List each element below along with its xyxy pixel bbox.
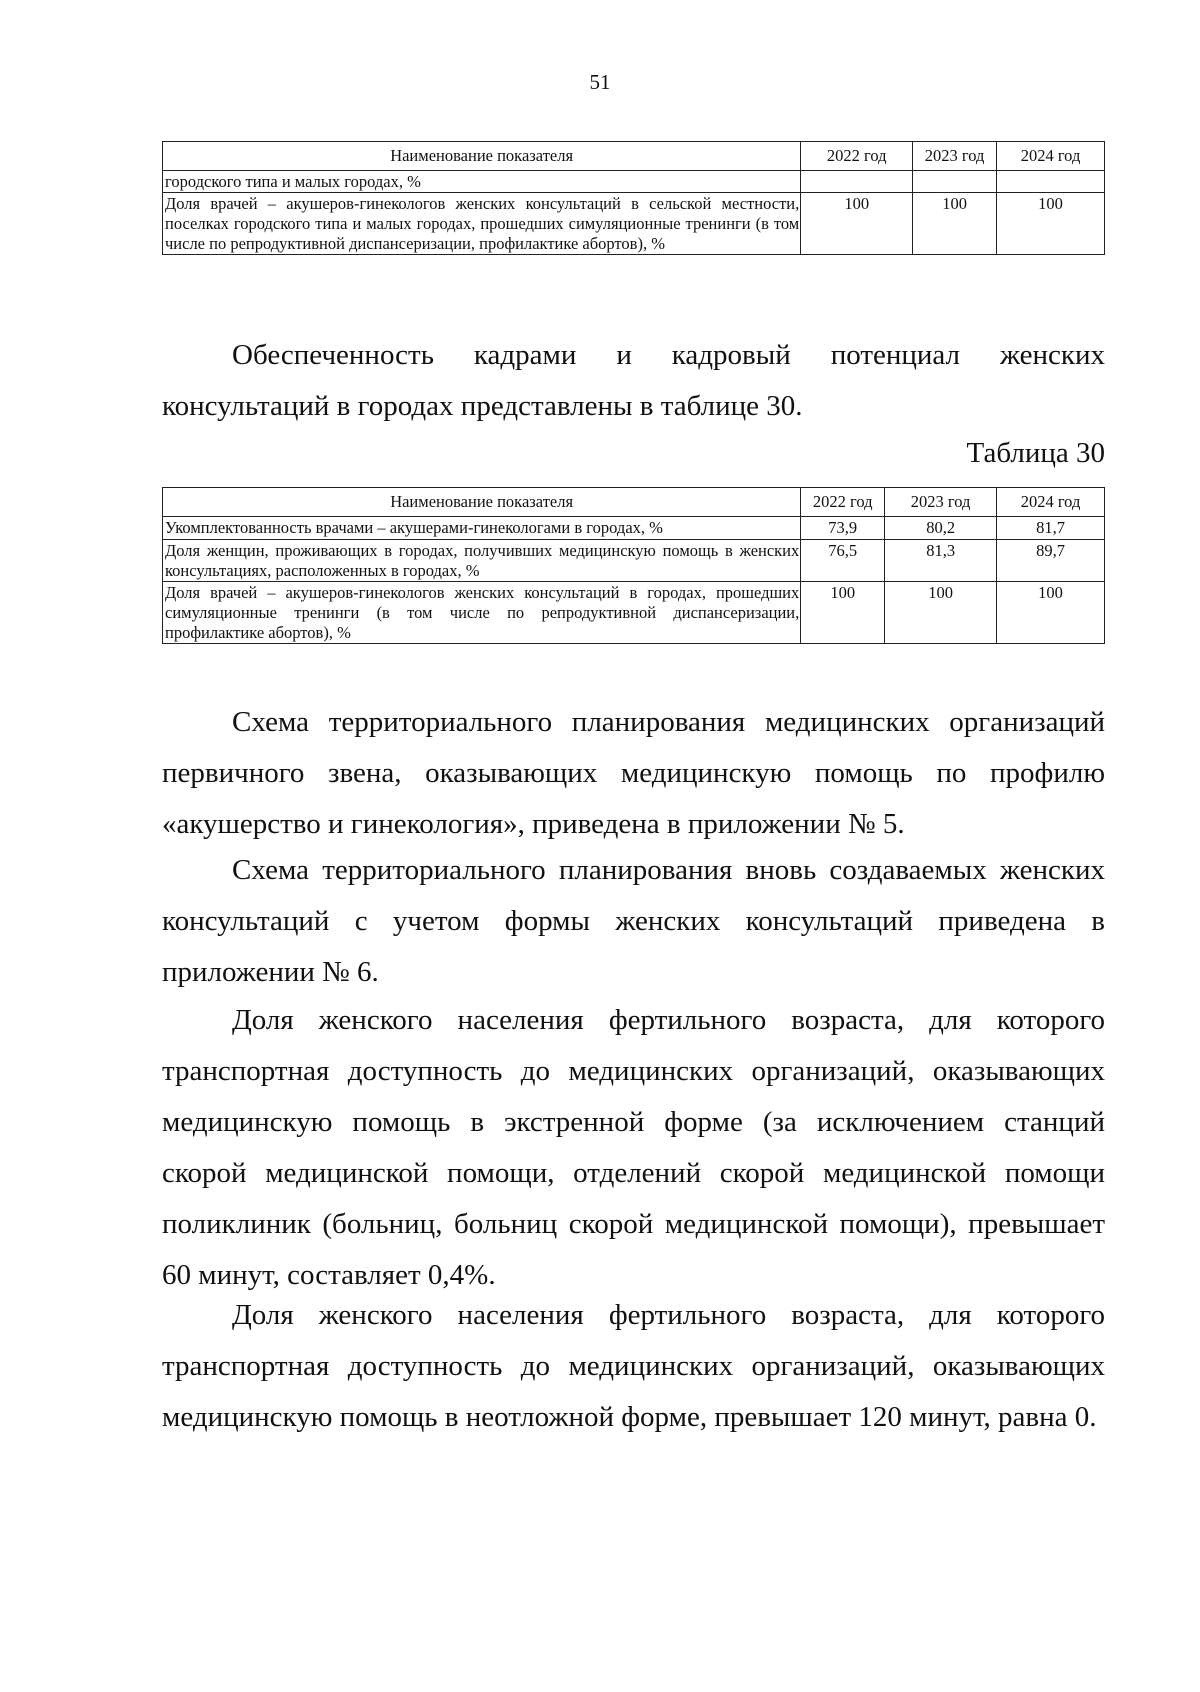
table-row bbox=[163, 540, 1105, 582]
value-2023: 80,2 bbox=[885, 517, 997, 540]
table-row bbox=[163, 517, 1105, 540]
column-header-2022: 2022 год bbox=[801, 488, 885, 517]
row-name: Доля врачей – акушеров-гинекологов женских консультаций в сельской местности, поселках городского типа и малых городах, прошедших симуляционные тренинги (в том числе по репродуктивной диспансеризации, профилактике абортов), % bbox=[163, 193, 801, 255]
paragraph-primary-care-scheme: Схема территориального планирования медицинских организаций первичного звена, оказывающих медицинскую помощь по профилю «акушерство и гинекология», приведена в приложении № 5. bbox=[162, 706, 1105, 840]
column-header-name: Наименование показателя bbox=[163, 142, 801, 171]
column-header-2022: 2022 год bbox=[801, 142, 913, 171]
value-2024: 100 bbox=[997, 582, 1105, 644]
page-number: 51 bbox=[589, 70, 611, 94]
column-header-2024: 2024 год bbox=[997, 488, 1105, 517]
value-2022: 73,9 bbox=[801, 517, 885, 540]
value-2023: 100 bbox=[913, 193, 997, 255]
value-2023 bbox=[913, 171, 997, 193]
table-header-row bbox=[163, 142, 1105, 171]
value-2022 bbox=[801, 171, 913, 193]
table-row bbox=[163, 171, 1105, 193]
column-header-2023: 2023 год bbox=[913, 142, 997, 171]
table-row bbox=[163, 582, 1105, 644]
value-2022: 76,5 bbox=[801, 540, 885, 582]
value-2022: 100 bbox=[801, 582, 885, 644]
paragraph-new-consultations-scheme: Схема территориального планирования вновь создаваемых женских консультаций с учетом формы женских консультаций приведена в приложении № 6. bbox=[162, 854, 1105, 988]
table-continued bbox=[162, 141, 1105, 255]
value-2023: 100 bbox=[885, 582, 997, 644]
row-name: городского типа и малых городах, % bbox=[163, 171, 801, 193]
paragraph-staffing-intro: Обеспеченность кадрами и кадровый потенциал женских консультаций в городах представлены в таблице 30. bbox=[162, 339, 1105, 422]
paragraph-urgent-access: Доля женского населения фертильного возраста, для которого транспортная доступность до медицинских организаций, оказывающих медицинскую помощь в неотложной форме, превышает 120 минут, равна 0. bbox=[162, 1299, 1105, 1433]
value-2023: 81,3 bbox=[885, 540, 997, 582]
value-2024: 100 bbox=[997, 193, 1105, 255]
column-header-2024: 2024 год bbox=[997, 142, 1105, 171]
paragraph-emergency-access: Доля женского населения фертильного возраста, для которого транспортная доступность до медицинских организаций, оказывающих медицинскую помощь в экстренной форме (за исключением станций скорой медицинской помощи, отделений скорой медицинской помощи поликлиник (больниц, больниц скорой медицинской помощи), превышает 60 минут, составляет 0,4%. bbox=[162, 1004, 1105, 1291]
table-30-caption: Таблица 30 bbox=[966, 437, 1105, 469]
column-header-2023: 2023 год bbox=[885, 488, 997, 517]
column-header-name: Наименование показателя bbox=[163, 488, 801, 517]
table-row bbox=[163, 193, 1105, 255]
value-2024: 81,7 bbox=[997, 517, 1105, 540]
row-name: Укомплектованность врачами – акушерами-гинекологами в городах, % bbox=[163, 517, 801, 540]
row-name: Доля врачей – акушеров-гинекологов женских консультаций в городах, прошедших симуляционные тренинги (в том числе по репродуктивной диспансеризации, профилактике абортов), % bbox=[163, 582, 801, 644]
value-2022: 100 bbox=[801, 193, 913, 255]
row-name: Доля женщин, проживающих в городах, получивших медицинскую помощь в женских консультациях, расположенных в городах, % bbox=[163, 540, 801, 582]
table-30 bbox=[162, 487, 1105, 644]
value-2024 bbox=[997, 171, 1105, 193]
table-header-row bbox=[163, 488, 1105, 517]
value-2024: 89,7 bbox=[997, 540, 1105, 582]
